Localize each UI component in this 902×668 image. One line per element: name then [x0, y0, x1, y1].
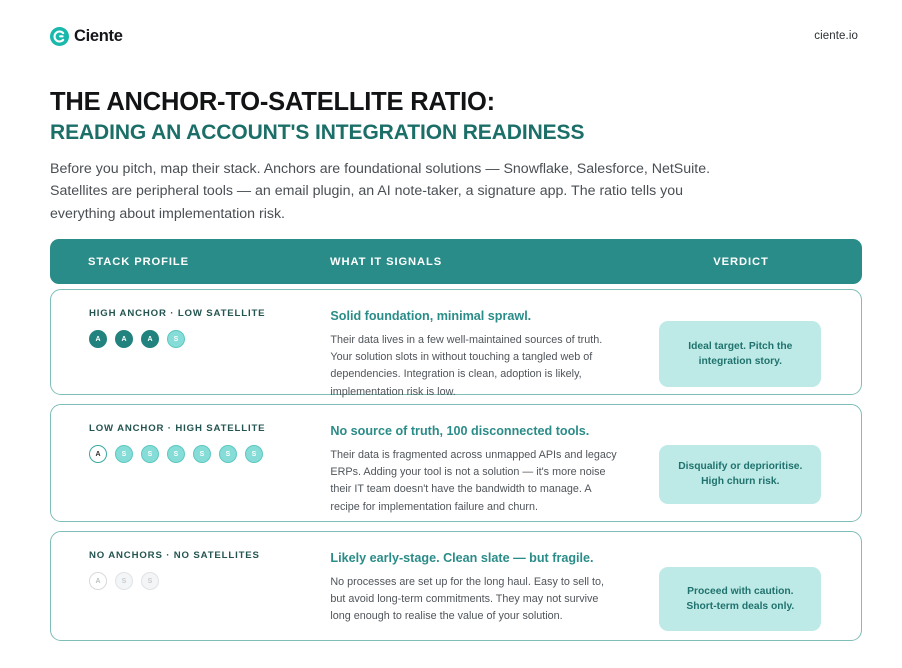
signal-body: Their data is fragmented across unmapped APIs and legacy ERPs. Adding your tool is not a solution — it's more noise their IT team doesn't have the bandwidth to manage. A recipe for implementation failure and churn. — [330, 449, 617, 513]
signal-cell — [330, 308, 619, 401]
stack-dot-s: S — [245, 445, 263, 463]
profile-label: NO ANCHORS · NO SATELLITES — [89, 550, 260, 561]
brand-logo[interactable] — [50, 27, 123, 46]
table-row — [50, 289, 862, 398]
title-line-1: THE ANCHOR-TO-SATELLITE RATIO: — [50, 88, 495, 116]
top-bar — [50, 22, 858, 50]
verdict-badge: Proceed with caution. Short-term deals only. — [659, 567, 821, 631]
stack-dot-s: S — [141, 445, 159, 463]
signal-title: Likely early-stage. Clean slate — but fragile. — [330, 551, 594, 565]
stack-dot-s: S — [167, 330, 185, 348]
verdict-cell — [620, 423, 861, 504]
table-row — [50, 404, 862, 522]
page-title — [50, 88, 750, 145]
site-url: ciente.io — [814, 30, 858, 42]
signal-cell — [330, 423, 619, 516]
stack-dot-a: A — [89, 330, 107, 348]
column-header-stack-profile: STACK PROFILE — [88, 255, 189, 268]
stack-dot-a: A — [89, 572, 107, 590]
stack-dot-s: S — [167, 445, 185, 463]
stack-dot-a: A — [89, 445, 107, 463]
intro-paragraph: Before you pitch, map their stack. Anchors are foundational solutions — Snowflake, Salesforce, NetSuite. Satellites are peripheral tools — an email plugin, an AI note-taker, a signature app. The ratio tells you everything about implementation risk. — [50, 161, 711, 222]
signal-cell — [330, 550, 619, 626]
stack-profile-cell — [51, 550, 330, 590]
stack-dot-s: S — [141, 572, 159, 590]
stack-profile-cell — [51, 423, 330, 463]
stack-dot-s: S — [219, 445, 237, 463]
signal-title: Solid foundation, minimal sprawl. — [330, 309, 532, 323]
stack-dot-a: A — [141, 330, 159, 348]
signal-title: No source of truth, 100 disconnected tools. — [330, 424, 590, 438]
title-line-2: READING AN ACCOUNT'S INTEGRATION READINESS — [50, 120, 585, 144]
stack-dot-a: A — [115, 330, 133, 348]
verdict-badge: Ideal target. Pitch the integration story. — [659, 321, 821, 387]
column-header-what-it-signals: WHAT IT SIGNALS — [330, 255, 443, 268]
table-header-row — [50, 239, 862, 284]
stack-dot-group — [89, 572, 279, 590]
profile-label: LOW ANCHOR · HIGH SATELLITE — [89, 423, 266, 434]
ciente-circle-logo-icon — [50, 27, 69, 46]
stack-dot-s: S — [193, 445, 211, 463]
signal-body: Their data lives in a few well-maintained sources of truth. Your solution slots in without touching a tangled web of dependencies. Integration is clean, adoption is likely, implementation risk is low. — [330, 334, 603, 398]
table-row — [50, 531, 862, 641]
stack-dot-group — [89, 330, 279, 348]
signal-body: No processes are set up for the long haul. Easy to sell to, but avoid long-term commitments. They may not survive long enough to realise the value of your solution. — [330, 576, 605, 623]
stack-profile-cell — [51, 308, 330, 348]
stack-dot-group — [89, 445, 279, 463]
brand-logo-text: Ciente — [74, 26, 123, 45]
profile-label: HIGH ANCHOR · LOW SATELLITE — [89, 308, 266, 319]
verdict-cell — [620, 550, 861, 631]
stack-dot-s: S — [115, 572, 133, 590]
verdict-badge: Disqualify or deprioritise. High churn risk. — [659, 445, 821, 504]
verdict-cell — [620, 308, 861, 387]
stack-dot-s: S — [115, 445, 133, 463]
column-header-verdict: VERDICT — [713, 255, 769, 268]
